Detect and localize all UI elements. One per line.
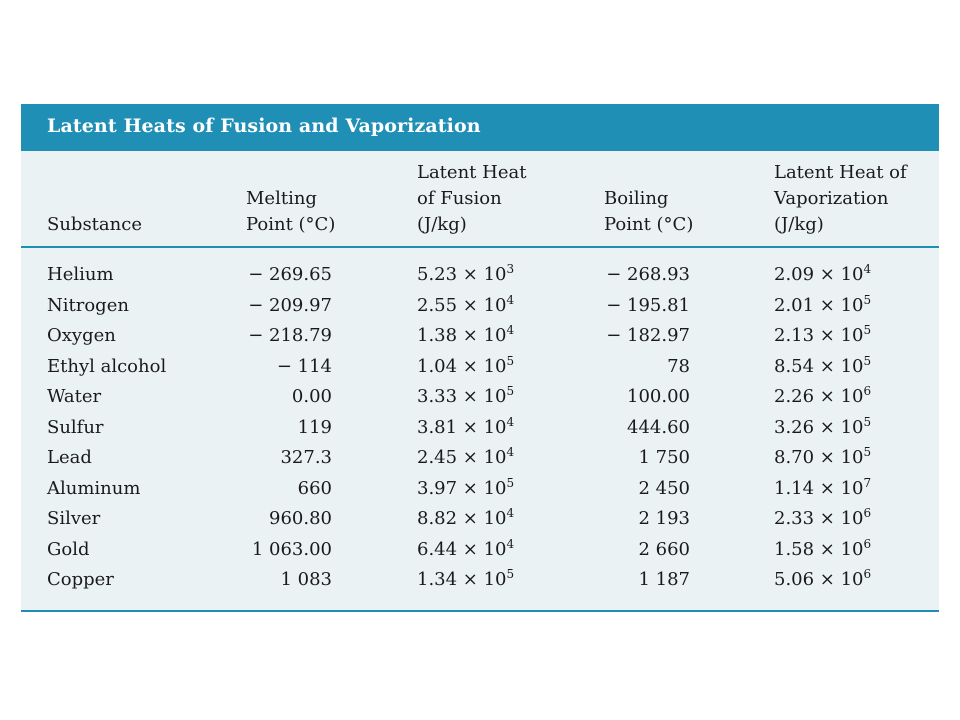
cell-melting-point: − 209.97 xyxy=(248,294,332,316)
cell-latent-heat-fusion: $1.04 \times 10^5$ xyxy=(417,353,515,377)
cell-melting-point: 1 063.00 xyxy=(251,538,332,560)
header-latent-heat-vaporization: Latent Heat of Vaporization (J/kg) xyxy=(774,162,907,235)
cell-latent-heat-fusion: $3.81 \times 10^4$ xyxy=(417,414,515,438)
cell-latent-heat-fusion: $6.44 \times 10^4$ xyxy=(417,536,515,560)
cell-latent-heat-vaporization: $5.06 \times 10^6$ xyxy=(774,567,872,590)
cell-boiling-point: 2 450 xyxy=(638,477,690,499)
bottom-rule xyxy=(21,610,939,612)
cell-substance: Helium xyxy=(47,264,114,285)
cell-boiling-point: 444.60 xyxy=(627,416,690,438)
table-row xyxy=(21,535,939,565)
header-substance: Substance xyxy=(47,214,142,235)
cell-melting-point: 119 xyxy=(297,416,332,438)
cell-melting-point: − 269.65 xyxy=(248,264,332,285)
cell-latent-heat-fusion: $5.23 \times 10^3$ xyxy=(417,262,515,285)
cell-latent-heat-vaporization: $1.58 \times 10^6$ xyxy=(774,536,872,560)
cell-boiling-point: 100.00 xyxy=(627,386,690,407)
cell-melting-point: 1 083 xyxy=(280,569,332,590)
cell-substance: Ethyl alcohol xyxy=(47,355,167,377)
cell-latent-heat-fusion: $3.33 \times 10^5$ xyxy=(417,384,515,407)
cell-boiling-point: − 195.81 xyxy=(606,294,690,316)
cell-melting-point: 327.3 xyxy=(280,447,332,468)
cell-latent-heat-fusion: $1.38 \times 10^4$ xyxy=(417,323,515,346)
table-row xyxy=(21,291,939,321)
cell-latent-heat-vaporization: $3.26 \times 10^5$ xyxy=(774,414,872,438)
cell-latent-heat-fusion: $2.55 \times 10^4$ xyxy=(417,292,515,316)
cell-substance: Copper xyxy=(47,569,114,590)
cell-latent-heat-fusion: $8.82 \times 10^4$ xyxy=(417,506,515,529)
table-row xyxy=(21,443,939,473)
cell-substance: Lead xyxy=(47,447,92,468)
cell-boiling-point: 2 193 xyxy=(638,508,690,529)
cell-boiling-point: − 268.93 xyxy=(606,264,690,285)
cell-latent-heat-vaporization: $1.14 \times 10^7$ xyxy=(774,475,872,499)
cell-substance: Water xyxy=(47,386,102,407)
table-row xyxy=(21,474,939,504)
table-row xyxy=(21,321,939,351)
cell-boiling-point: 2 660 xyxy=(638,538,690,560)
cell-latent-heat-vaporization: $2.26 \times 10^6$ xyxy=(774,384,872,407)
table-header xyxy=(21,151,939,248)
cell-substance: Nitrogen xyxy=(47,294,129,316)
cell-latent-heat-vaporization: $8.70 \times 10^5$ xyxy=(774,445,872,468)
cell-substance: Sulfur xyxy=(47,416,104,438)
cell-latent-heat-vaporization: $2.13 \times 10^5$ xyxy=(774,323,872,346)
table-title: Latent Heats of Fusion and Vaporization xyxy=(47,115,481,137)
cell-melting-point: − 114 xyxy=(276,355,332,377)
cell-latent-heat-vaporization: $2.09 \times 10^4$ xyxy=(774,262,872,285)
cell-latent-heat-vaporization: $8.54 \times 10^5$ xyxy=(774,353,872,377)
header-melting-point: Melting Point (°C) xyxy=(246,188,336,235)
cell-melting-point: 660 xyxy=(297,477,332,499)
cell-substance: Aluminum xyxy=(47,477,141,499)
header-divider xyxy=(21,246,939,248)
cell-latent-heat-vaporization: $2.01 \times 10^5$ xyxy=(774,292,872,316)
cell-boiling-point: 78 xyxy=(667,355,690,377)
cell-boiling-point: − 182.97 xyxy=(606,325,690,346)
cell-latent-heat-fusion: $1.34 \times 10^5$ xyxy=(417,567,515,590)
latent-heat-table xyxy=(21,104,939,612)
cell-boiling-point: 1 187 xyxy=(638,569,690,590)
header-latent-heat-fusion: Latent Heat of Fusion (J/kg) xyxy=(417,162,527,235)
table-row xyxy=(21,382,939,412)
cell-substance: Silver xyxy=(47,508,101,529)
cell-latent-heat-fusion: $2.45 \times 10^4$ xyxy=(417,445,515,468)
cell-boiling-point: 1 750 xyxy=(638,447,690,468)
table-row xyxy=(21,413,939,443)
header-boiling-point: Boiling Point (°C) xyxy=(604,188,694,235)
cell-substance: Oxygen xyxy=(47,325,116,346)
cell-melting-point: − 218.79 xyxy=(248,325,332,346)
cell-melting-point: 960.80 xyxy=(269,508,332,529)
table-row xyxy=(21,260,939,290)
cell-latent-heat-fusion: $3.97 \times 10^5$ xyxy=(417,475,515,499)
table-title-bar xyxy=(21,104,939,151)
cell-latent-heat-vaporization: $2.33 \times 10^6$ xyxy=(774,506,872,529)
cell-substance: Gold xyxy=(47,538,90,560)
table-row xyxy=(21,352,939,382)
table-row xyxy=(21,565,939,595)
cell-melting-point: 0.00 xyxy=(291,386,332,407)
table-row xyxy=(21,504,939,534)
